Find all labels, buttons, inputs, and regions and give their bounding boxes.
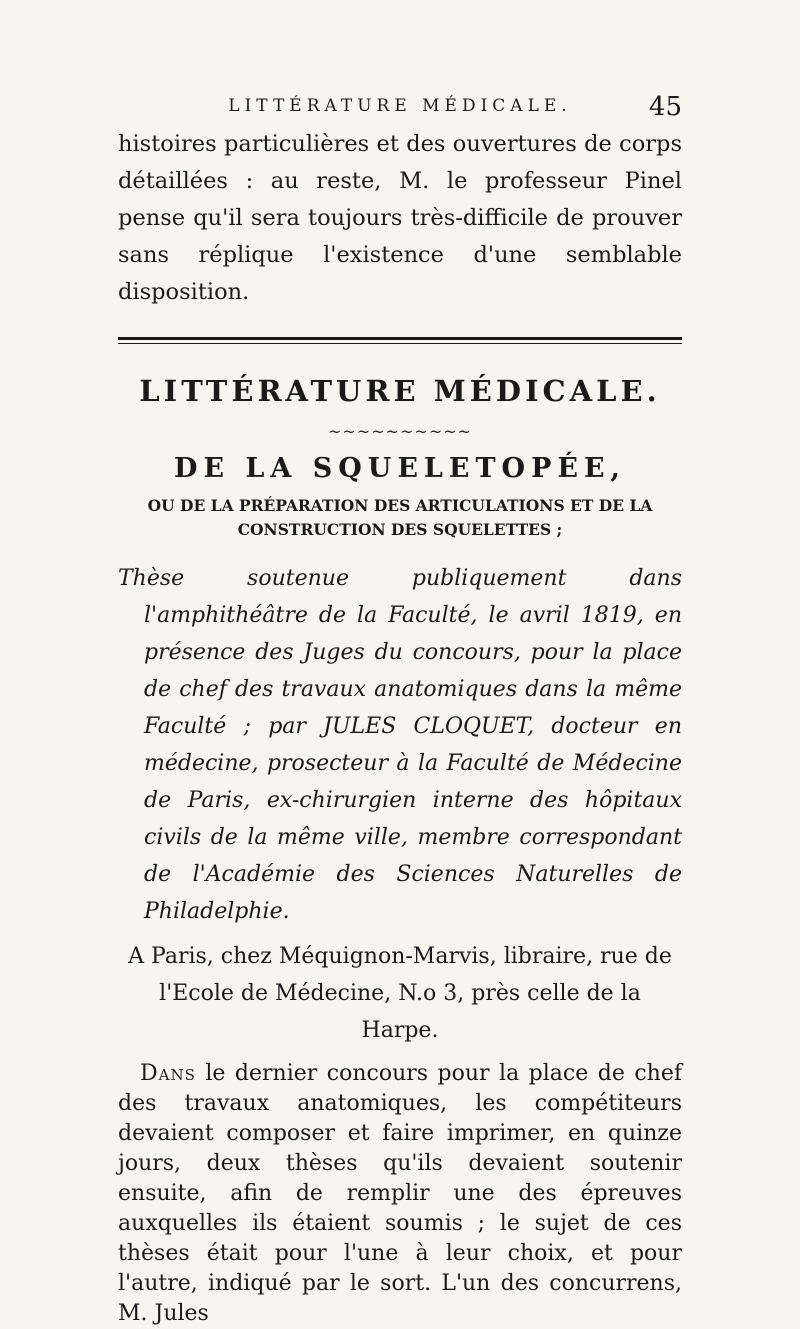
publisher-info: A Paris, chez Méquignon-Marvis, libraire, rue de l'Ecole de Médecine, N.o 3, près celle de la Harpe. — [128, 944, 672, 1043]
continued-paragraph: histoires particulières et des ouvertures de corps détaillées : au reste, M. le professeur Pinel pense qu'il sera toujours très-difficile de prouver sans réplique l'existence d'une semblable disposition. — [118, 131, 682, 305]
subtitle-line-2: CONSTRUCTION DES SQUELETTES ; — [237, 520, 563, 539]
section-divider — [118, 337, 682, 344]
body-text: le dernier concours pour la place de chef des travaux anatomiques, les compétiteurs devaient composer et faire imprimer, en quinze jours, deux thèses qu'ils devaient soutenir ensuite, afin de remplir une des épreuves auxquelles ils étaient soumis ; le sujet de ces thèses était pour l'une à leur choix, et pour l'autre, indiqué par le sort. L'un des concurrens, M. Jules — [118, 1061, 682, 1326]
article-subtitle — [118, 494, 682, 542]
body-dropcap: Dans — [140, 1061, 196, 1086]
article-title: DE LA SQUELETOPÉE, — [174, 453, 626, 484]
thesis-description: Thèse soutenue publiquement dans l'amphithéâtre de la Faculté, le avril 1819, en présence des Juges du concours, pour la place de chef des travaux anatomiques dans la même Faculté ; par JULES CLOQUET, docteur en médecine, prosecteur à la Faculté de Médecine de Paris, ex-chirurgien interne des hôpitaux civils de la même ville, membre correspondant de l'Académie des Sciences Naturelles de Philadelphie. — [118, 566, 682, 924]
subtitle-line-1: OU DE LA PRÉPARATION DES ARTICULATIONS ET DE LA — [147, 496, 653, 515]
ornament-divider: ~~~~~~~~~~ — [327, 422, 473, 441]
body-paragraph — [118, 1059, 682, 1329]
running-title: LITTÉRATURE MÉDICALE. — [228, 96, 572, 116]
running-head — [118, 92, 682, 126]
section-title: LITTÉRATURE MÉDICALE. — [139, 374, 661, 408]
page-number: 45 — [648, 92, 682, 122]
